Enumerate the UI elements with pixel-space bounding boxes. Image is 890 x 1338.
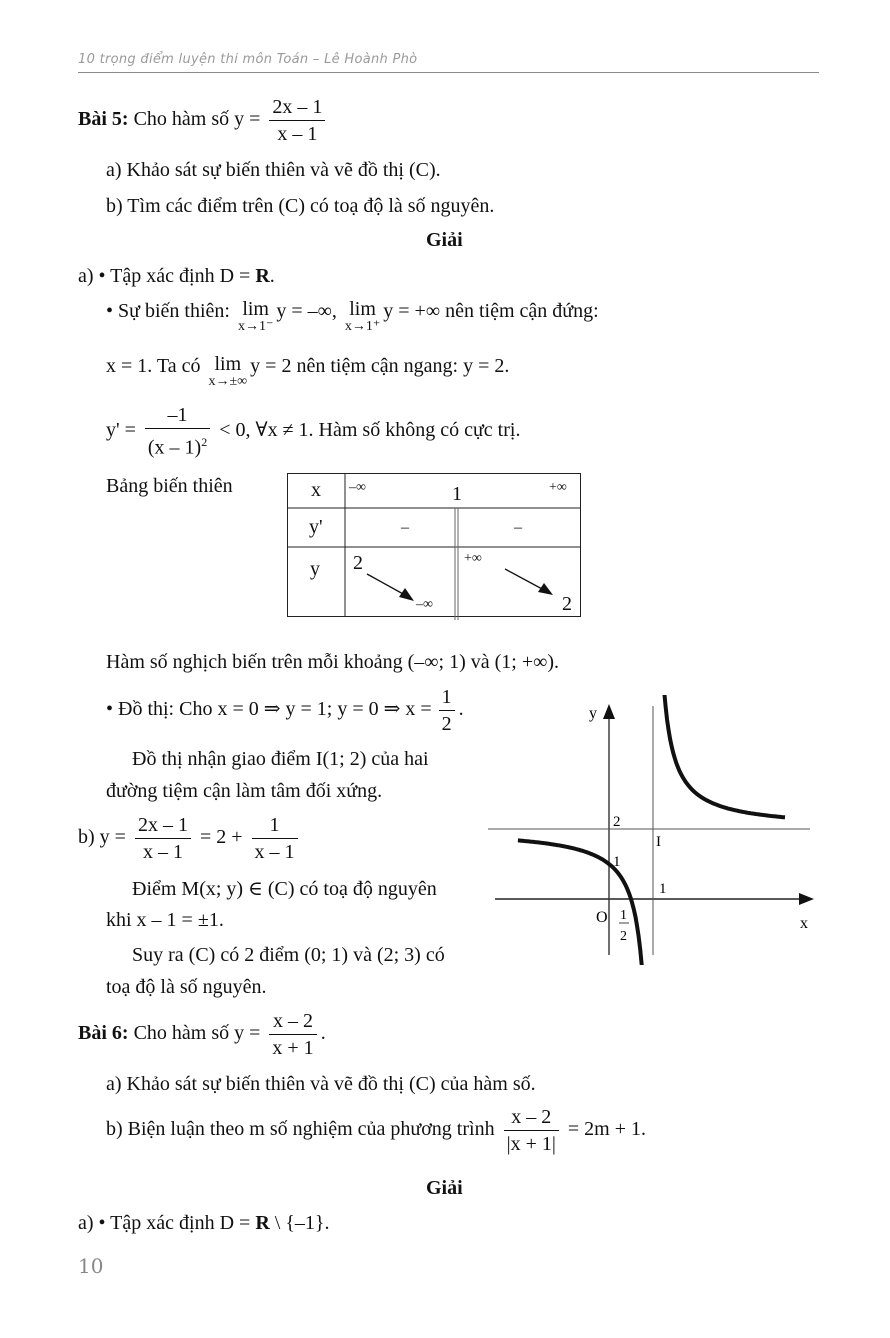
bai5-domain xyxy=(78,264,275,288)
graph-intro-text: • Đồ thị: Cho x = 0 ⇒ y = 1; y = 0 ⇒ x = xyxy=(106,698,432,721)
row-y-label: y xyxy=(310,558,320,580)
arrow-decrease-left xyxy=(367,574,405,595)
fraction-numerator: 2x – 1 xyxy=(135,814,191,839)
bai5-label: Bài 5: xyxy=(78,108,129,131)
fraction-numerator: x – 2 xyxy=(504,1106,559,1131)
bai6-label: Bài 6: xyxy=(78,1022,129,1045)
yp-left-sign: – xyxy=(401,519,409,536)
bai6-equation-fraction xyxy=(504,1106,559,1155)
bai5-graph-intro xyxy=(106,686,464,735)
bai5-part-b-solution xyxy=(78,814,302,863)
bai5-function-fraction xyxy=(269,96,325,145)
tick-label-half-den: 2 xyxy=(620,929,627,944)
row-x-label: x xyxy=(311,479,321,501)
arrow-head-left xyxy=(399,588,414,601)
tick-label-y1: 1 xyxy=(613,854,621,870)
fraction-denominator: x – 1 xyxy=(254,841,295,863)
sol-b-mid: = 2 + xyxy=(199,826,243,849)
fraction-numerator: x – 2 xyxy=(269,1010,316,1035)
fraction-numerator: 2x – 1 xyxy=(269,96,325,121)
y-right-top: +∞ xyxy=(464,551,482,566)
symmetry-line-1: Đồ thị nhận giao điểm I(1; 2) của hai xyxy=(132,748,429,770)
bai6-statement xyxy=(78,1010,326,1059)
domain-set: R xyxy=(255,1212,270,1234)
limit-infinity xyxy=(209,354,248,390)
curve-right-branch xyxy=(661,695,785,817)
x-mid-value: 1 xyxy=(452,483,462,505)
sol-b-line-2: Điểm M(x; y) ∈ (C) có toạ độ nguyên xyxy=(132,878,437,900)
running-header: 10 trọng điểm luyện thi môn Toán – Lê Hoành Phò xyxy=(78,52,418,67)
domain-text: a) • Tập xác định D = xyxy=(78,265,251,287)
domain-set: R xyxy=(255,265,270,287)
x-axis-label: x xyxy=(800,915,808,932)
domain-end: \ {–1}. xyxy=(274,1212,330,1234)
fraction-denominator: 2 xyxy=(441,713,452,735)
bai6-part-a: a) Khảo sát sự biến thiên và vẽ đồ thị (C) của hàm số. xyxy=(106,1073,536,1095)
limit-right xyxy=(345,299,380,335)
bai5-intro: Cho hàm số y = xyxy=(133,108,261,131)
lim2-value: y = +∞ nên tiệm cận đứng: xyxy=(383,300,599,322)
fraction-denominator: |x + 1| xyxy=(506,1133,556,1155)
bai6-part-b-prefix: b) Biện luận theo m số nghiệm của phương trình xyxy=(106,1118,495,1141)
function-graph xyxy=(480,695,820,965)
header-divider xyxy=(78,72,819,73)
bai5-derivative xyxy=(106,404,520,459)
fraction-denominator xyxy=(145,429,210,459)
y-left-top: 2 xyxy=(353,552,363,574)
x-axis-arrow-icon xyxy=(799,893,814,905)
yp-right-sign: – xyxy=(514,519,522,536)
fraction-denominator: x + 1 xyxy=(272,1037,314,1059)
symmetry-line-2: đường tiệm cận làm tâm đối xứng. xyxy=(106,780,383,802)
fraction-numerator: 1 xyxy=(252,814,298,839)
bai6-intro: Cho hàm số y = xyxy=(133,1022,261,1045)
lim-word: lim xyxy=(242,298,269,320)
bai6-solution-title: Giải xyxy=(426,1177,463,1199)
derivative-fraction xyxy=(145,404,210,459)
variation-table-grid xyxy=(287,473,583,621)
bai5-statement xyxy=(78,96,329,145)
origin-label: O xyxy=(596,909,608,926)
derivative-suffix: < 0, ∀x ≠ 1. Hàm số không có cực trị. xyxy=(219,418,521,441)
bai6-part-b xyxy=(106,1106,646,1155)
vasym-prefix: x = 1. Ta có xyxy=(106,355,201,377)
lim-subscript: x→±∞ xyxy=(208,374,248,389)
variation-prefix: • Sự biến thiên: xyxy=(106,300,230,322)
lim-subscript: x→1⁺ xyxy=(344,319,381,334)
lim-word: lim xyxy=(214,353,242,375)
bai6-function-fraction xyxy=(269,1010,316,1059)
bai6-domain xyxy=(78,1211,330,1235)
y-axis-label: y xyxy=(589,705,597,722)
y-right-bottom: 2 xyxy=(562,593,572,615)
arrow-decrease-right xyxy=(505,569,544,590)
bai5-asymptote-line xyxy=(106,354,509,390)
domain-text: a) • Tập xác định D = xyxy=(78,1212,251,1234)
tick-label-half-num: 1 xyxy=(620,908,627,923)
lim3-value: y = 2 nên tiệm cận ngang: y = 2. xyxy=(250,355,510,377)
variation-table-label: Bảng biến thiên xyxy=(106,475,233,497)
fraction-denominator: x – 1 xyxy=(277,123,318,145)
bai5-part-b: b) Tìm các điểm trên (C) có toạ độ là số nguyên. xyxy=(106,195,495,217)
sol-b-line-3: khi x – 1 = ±1. xyxy=(106,909,224,931)
variation-table xyxy=(287,473,583,626)
arrow-head-right xyxy=(538,583,553,595)
lim1-value: y = –∞, xyxy=(276,300,337,322)
denominator-exponent: 2 xyxy=(201,435,208,449)
bai6-func-end: . xyxy=(320,1022,326,1045)
bai5-variation-line xyxy=(106,299,599,335)
half-fraction xyxy=(439,686,455,735)
tick-label-y2: 2 xyxy=(613,814,621,830)
x-left-value: –∞ xyxy=(349,480,366,495)
bai6-part-b-suffix: = 2m + 1. xyxy=(567,1118,646,1141)
graph-intro-end: . xyxy=(458,698,464,721)
bai5-monotonic: Hàm số nghịch biến trên mỗi khoảng (–∞; 1) và (1; +∞). xyxy=(106,651,560,673)
sol-b-fraction-1 xyxy=(135,814,191,863)
row-yp-label: y' xyxy=(309,516,323,538)
center-label-I: I xyxy=(656,834,661,850)
fraction-numerator: 1 xyxy=(439,686,455,711)
domain-end: . xyxy=(269,265,275,287)
sol-b-fraction-2 xyxy=(252,814,298,863)
bai5-solution-title: Giải xyxy=(426,229,463,251)
x-right-value: +∞ xyxy=(549,480,567,495)
denominator-base: (x – 1) xyxy=(147,436,202,459)
y-axis-arrow-icon xyxy=(603,704,615,719)
lim-subscript: x→1⁻ xyxy=(237,319,274,334)
fraction-numerator: –1 xyxy=(145,404,210,429)
y-left-bottom: –∞ xyxy=(416,597,433,612)
limit-left xyxy=(238,299,273,335)
sol-b-line-4: Suy ra (C) có 2 điểm (0; 1) và (2; 3) có xyxy=(132,944,445,966)
page-number: 10 xyxy=(78,1254,104,1278)
fraction-denominator: x – 1 xyxy=(142,841,183,863)
curve-left-branch xyxy=(518,840,643,965)
sol-b-line-5: toạ độ là số nguyên. xyxy=(106,976,267,998)
derivative-prefix: y' = xyxy=(106,418,136,441)
sol-b-prefix: b) y = xyxy=(78,826,126,849)
bai5-part-a: a) Khảo sát sự biến thiên và vẽ đồ thị (C). xyxy=(106,159,441,181)
lim-word: lim xyxy=(349,298,376,320)
tick-label-x1: 1 xyxy=(659,881,667,897)
